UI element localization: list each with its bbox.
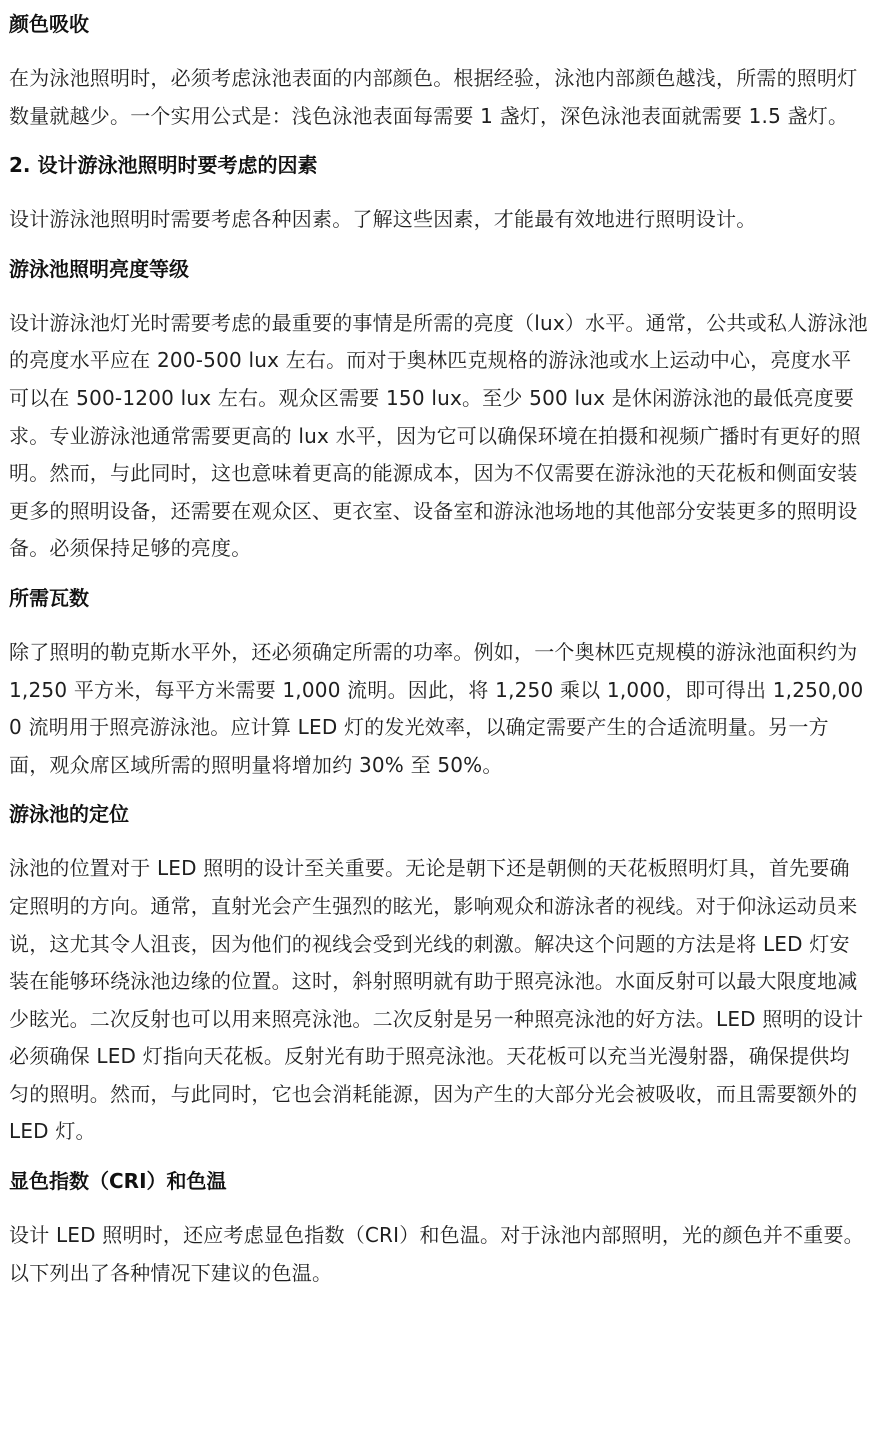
section-body-pool-positioning: 泳池的位置对于 LED 照明的设计至关重要。无论是朝下还是朝侧的天花板照明灯具，首先要确定照明的方向。通常，直射光会产生强烈的眩光，影响观众和游泳者的视线。对于仰泳运动员来说，这尤其令人沮丧，因为他们的视线会受到光线的刺激。解决这个问题的方法是将 LED 灯安装在能够环绕泳池边缘的位置。这时，斜射照明就有助于照亮泳池。水面反射可以最大限度地减少眩光。二次反射也可以用来照亮泳池。二次反射是另一种照亮泳池的好方法。LED 照明的设计必须确保 LED 灯指向天花板。反射光有助于照亮泳池。天花板可以充当光漫射器，确保提供均匀的照明。然而，与此同时，它也会消耗能源，因为产生的大部分光会被吸收，而且需要额外的 LED 灯。 xyxy=(9,856,864,1144)
section-heading-pool-positioning: 游泳池的定位 xyxy=(9,802,129,827)
section-body-cri-color-temperature: 设计 LED 照明时，还应考虑显色指数（CRI）和色温。对于泳池内部照明，光的颜色并不重要。以下列出了各种情况下建议的色温。 xyxy=(9,1223,864,1285)
section-body-color-absorption: 在为泳池照明时，必须考虑泳池表面的内部颜色。根据经验，泳池内部颜色越浅，所需的照明灯数量就越少。一个实用公式是：浅色泳池表面每需要 1 盏灯，深色泳池表面就需要 1.5 盏灯。 xyxy=(9,66,858,128)
section-heading-design-factors: 2. 设计游泳池照明时要考虑的因素 xyxy=(9,153,318,178)
section-heading-wattage: 所需瓦数 xyxy=(9,585,89,610)
section-body-design-factors: 设计游泳池照明时需要考虑各种因素。了解这些因素，才能最有效地进行照明设计。 xyxy=(9,207,757,232)
section-heading-brightness-level: 游泳池照明亮度等级 xyxy=(9,256,189,281)
section-body-brightness-level: 设计游泳池灯光时需要考虑的最重要的事情是所需的亮度（lux）水平。通常，公共或私人游泳池的亮度水平应在 200-500 lux 左右。而对于奥林匹克规格的游泳池或水上运动中心，亮度水平可以在 500-1200 lux 左右。观众区需要 150 lux。至少 500 lux 是休闲游泳池的最低亮度要求。专业游泳池通常需要更高的 lux 水平，因为它可以确保环境在拍摄和视频广播时有更好的照明。然而，与此同时，这也意味着更高的能源成本，因为不仅需要在游泳池的天花板和侧面安装更多的照明设备，还需要在观众区、更衣室、设备室和游泳池场地的其他部分安装更多的照明设备。必须保持足够的亮度。 xyxy=(9,310,868,561)
section-heading-color-absorption: 颜色吸收 xyxy=(9,12,89,36)
section-body-wattage: 除了照明的勒克斯水平外，还必须确定所需的功率。例如，一个奥林匹克规模的游泳池面积约为 1,250 平方米，每平方米需要 1,000 流明。因此，将 1,250 乘以 1,000，即可得出 1,250,000 流明用于照亮游泳池。应计算 LED 灯的发光效率，以确定需要产生的合适流明量。另一方面，观众席区域所需的照明量将增加约 30% 至 50%。 xyxy=(9,639,864,777)
section-heading-cri-color-temperature: 显色指数（CRI）和色温 xyxy=(9,1169,227,1194)
